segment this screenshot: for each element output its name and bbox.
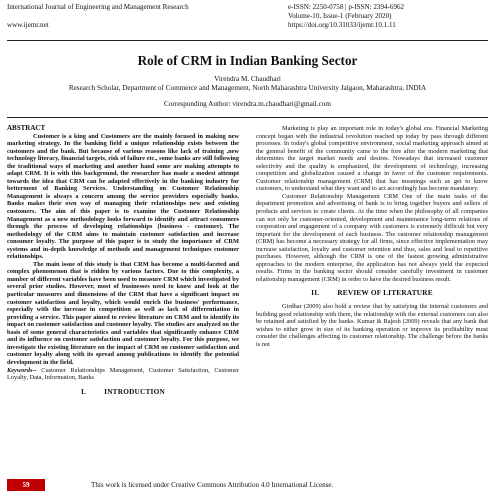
corresponding-author[interactable]: Corresponding Author: virendra.m.chaudhari@gmail.com	[164, 100, 331, 108]
abstract-heading: ABSTRACT	[7, 124, 46, 132]
left-column	[7, 125, 239, 401]
title-divider	[7, 117, 488, 118]
section-number: II.	[311, 288, 320, 298]
keywords-label: Keywords--	[7, 366, 37, 374]
author-block	[0, 75, 495, 93]
section-number: I.	[81, 386, 87, 396]
section-title: INTRODUCTION	[104, 386, 165, 396]
keywords-text: Customer Relationships Management, Customer Satisfaction, Customer Loyalty, Data, Information, Banks	[7, 366, 239, 382]
header-divider	[7, 40, 488, 41]
abstract-body	[7, 133, 239, 367]
page-number-badge: 59	[7, 479, 45, 491]
right-column	[256, 125, 488, 348]
journal-name: International Journal of Engineering and Management Research	[7, 3, 189, 11]
paper-title: Role of CRM in Indian Banking Sector	[137, 53, 358, 68]
intro-paragraph-1: Marketing is play an important role in today's global era. Financial Marketing concept began with the industrial revolution reached up today by pass through different processes. In today's global competitive environment, social marketing approach aimed at the general benefit of the community came to the fore after the modern marketing that determines the target market needs and desires. Nowadays that increased customer selectivity and the quality is emphasized, the development of technology, increasing competition and globalization caused a change in favor of the customer requirements. Customer relationship management (CRM) that has meanings such as get to know customers, to understand what they want and to act accordingly has become mandatory.	[256, 125, 488, 193]
section-heading-review	[256, 289, 488, 297]
author-affiliation: Research Scholar, Department of Commerce and Management, North Maharashtra University Jalgaon, Maharashtra, INDIA	[68, 84, 427, 92]
issn-line: e-ISSN: 2250-0758 | p-ISSN: 2394-6962	[288, 3, 405, 11]
intro-paragraph-2: Customer Relationship Management CRM One of the main tasks of the department promotion and advertising of bank is to bring together buyers and sellers of products and services to create clients. At the time when the philosophy of all companies can not only be customer-oriented, development and maintenance long-term relations of cooperation and engagement of a company with customers is extremely difficult but very important for the development of each business. The customer relationship management (CRM) has become a necessary strategy for all firms, since effective implementation may increase satisfaction, loyalty and customer retention and thus, sales and lead to repetitive purchases. However, although the CRM is one of the fastest growing administrative approaches to the modern enterprise, the application has not always yield the expected results. Firms in the banking sector should consider carefully investment in customer relationship management (CRM) in order to have the desired business result.	[256, 192, 488, 283]
doi-link[interactable]: https://doi.org/10.31033/ijemr.10.1.11	[288, 21, 396, 29]
abstract-paragraph-2: The main issue of this study is that CRM has become a multi-faceted and complex phenomenon that is ridden by various factors. Due to this complexity, a number of different variables have been used to measure CRM which investigated by several prior studies. However, most of businesses need to know and look at the particular measures and dimensions of the CRM that have a significant impact on customer satisfaction and loyalty, which would enrich the business' performance, especially with the increase in competition as well as lack of differentiation in providing a service. This paper aimed to review literature on CRM and to identify its impact on customer satisfaction and customer loyalty. The studies are analyzed on the basis of some general characteristics and variables that significantly enhance CRM and its influence on customer satisfaction and customer loyalty. For this purpose, we investigate the existing literature on the impact of CRM on customer satisfaction and customer loyalty along with its spread among publications to identify the potential development in the field.	[7, 260, 239, 366]
section-title: REVIEW OF LITERATURE	[337, 288, 433, 298]
journal-website[interactable]: www.ijemr.net	[7, 21, 49, 29]
page-footer	[7, 479, 488, 491]
abstract-paragraph-1: Customer is a king and Customers are the mainly focused in making new marketing strategy. In the banking field a unique relationship exists between the customers and the bank. But because of various reasons like lack of training ,new technology literacy, financial targets, risk of failure etc., some banks are still following the traditional ways of marketing and another hand some are making attempts to adapt CRM. It is with this background, the researcher has made a modest attempt towards the idea that CRM can be adapted effectively in the banking industry for betterment of Banking Services. Understanding on Customer Relationship Management is always a concern among the service providers especially banks. Banks makes their own way of managing their relationships new and existing customers. The aim of this paper is to examine the Customer Relationship Management as a new methodology looks forward to identify and attract consumers through the process of developing relationships (business - customer). The methodology of the CRM aims to maintain customer satisfaction and increase consumer loyalty. The purpose of this paper is to study the importance of CRM systems and in-depth knowledge of methods and management techniques customer relationships.	[7, 132, 239, 261]
section-heading-introduction	[7, 388, 239, 396]
license-notice[interactable]: This work is licensed under Creative Commons Attribution 4.0 International License.	[91, 481, 334, 489]
review-paragraph-1: Girdhar (2009) also hold a review that by satisfying the internal customers and building good relationship with them, the relationship with the external customers can also be retained and satisfied by the banks. Kumar & Rajesh (2009) reveals that any bank that wishes to either grow in size of its banking operation or improve its profitability must consider the challenges affecting its customer relationship. The challenge before the banks is not	[256, 303, 488, 348]
author-name: Virendra M. Chaudhari	[214, 75, 281, 83]
volume-line: Volume-10, Issue-1 (February 2020)	[288, 12, 392, 20]
keywords	[7, 367, 239, 382]
